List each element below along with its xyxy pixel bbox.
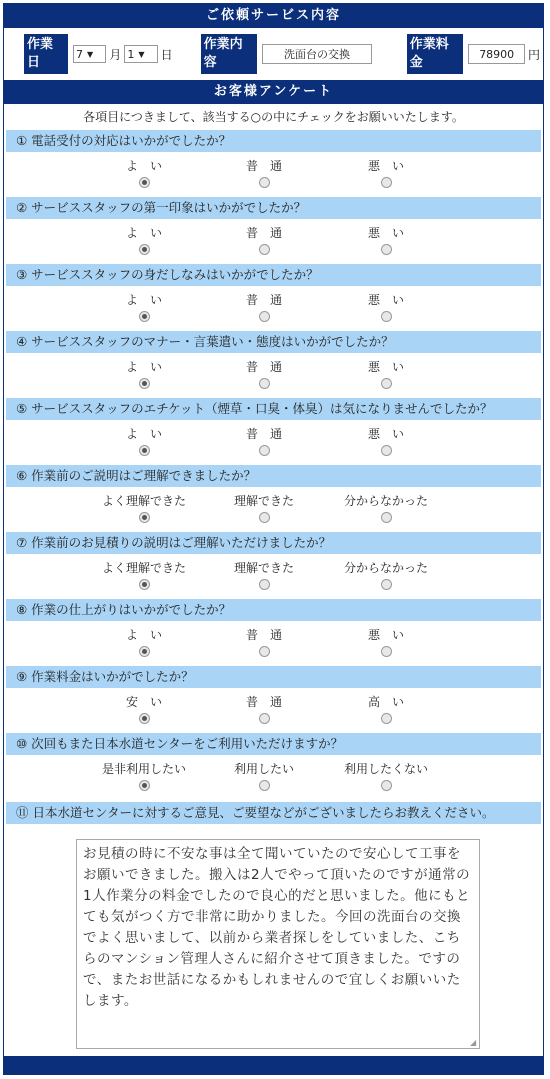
option	[84, 225, 204, 258]
question-list	[4, 130, 543, 800]
option	[84, 158, 204, 191]
option-group	[4, 152, 543, 197]
option-radio[interactable]	[139, 311, 150, 322]
month-value: 7	[76, 47, 84, 61]
option-group	[4, 353, 543, 398]
option-group	[4, 554, 543, 599]
option-label: 普 通	[245, 628, 282, 642]
day-value: 1	[127, 47, 135, 61]
option-radio[interactable]	[259, 244, 270, 255]
option-label: 悪 い	[367, 628, 404, 642]
option-label: 理解できた	[233, 561, 294, 575]
option-radio[interactable]	[259, 311, 270, 322]
option-radio[interactable]	[381, 512, 392, 523]
month-unit: 月	[109, 47, 122, 62]
option	[204, 225, 324, 258]
survey-header: お客様アンケート	[4, 80, 543, 104]
fee-unit: 円	[527, 47, 540, 62]
option-group	[4, 286, 543, 331]
option-label: 普 通	[245, 360, 282, 374]
option-label: 是非利用したい	[101, 762, 186, 776]
question-label: ⑤ サービススタッフのエチケット（煙草・口臭・体臭）は気になりませんでしたか？	[6, 398, 541, 420]
option	[204, 359, 324, 392]
option	[204, 694, 324, 727]
option-label: 利用したくない	[343, 762, 428, 776]
option-label: 高 い	[367, 695, 404, 709]
option-label: 理解できた	[233, 494, 294, 508]
chevron-down-icon: ▼	[87, 49, 94, 59]
question-label: ⑦ 作業前のお見積りの説明はご理解いただけましたか？	[6, 532, 541, 554]
option-radio[interactable]	[259, 579, 270, 590]
option	[84, 426, 204, 459]
option-radio[interactable]	[259, 445, 270, 456]
option-label: よ い	[125, 628, 162, 642]
month-select[interactable]	[73, 45, 106, 63]
fee-label: 作業料金	[407, 34, 464, 74]
option-label: よく理解できた	[101, 561, 186, 575]
option-label: 利用したい	[233, 762, 294, 776]
option	[204, 627, 324, 660]
option-radio[interactable]	[381, 579, 392, 590]
option-radio[interactable]	[139, 780, 150, 791]
option-radio[interactable]	[139, 713, 150, 724]
option-label: 悪 い	[367, 427, 404, 441]
footer-bar	[4, 1056, 543, 1074]
work-content-field[interactable]: 洗面台の交換	[262, 44, 371, 64]
option-radio[interactable]	[139, 512, 150, 523]
option	[204, 761, 324, 794]
comment-text: お見積の時に不安な事は全て聞いていたので安心して工事をお願いできました。搬入は2人でやって頂いたのですが通常の1人作業分の料金でしたので良心的だと思いました。他にもとても気がつく方で非常に助かりました。今回の洗面台の交換でよく思いまして、以前から業者探しをしていました、こちらのマンション管理人さんに紹介させて頂きました。ですので、またお世話になるかもしれませんので宜しくお願いいたします。	[83, 846, 471, 1009]
option-radio[interactable]	[259, 512, 270, 523]
option-group	[4, 219, 543, 264]
option-group	[4, 621, 543, 666]
option	[84, 761, 204, 794]
option-radio[interactable]	[139, 378, 150, 389]
option-radio[interactable]	[259, 646, 270, 657]
option-radio[interactable]	[259, 177, 270, 188]
option-radio[interactable]	[139, 177, 150, 188]
option	[326, 493, 446, 526]
fee-field[interactable]: 78900	[468, 44, 525, 64]
comment-textarea[interactable]	[76, 839, 480, 1049]
option-radio[interactable]	[381, 378, 392, 389]
option-label: 悪 い	[367, 293, 404, 307]
question-label: ④ サービススタッフのマナー・言葉遣い・態度はいかがでしたか？	[6, 331, 541, 353]
question-label: ③ サービススタッフの身だしなみはいかがでしたか？	[6, 264, 541, 286]
option	[326, 694, 446, 727]
option-label: 普 通	[245, 159, 282, 173]
option-group	[4, 688, 543, 733]
question-label: ⑧ 作業の仕上がりはいかがでしたか？	[6, 599, 541, 621]
option	[326, 225, 446, 258]
question-label: ⑩ 次回もまた日本水道センターをご利用いただけますか？	[6, 733, 541, 755]
option	[326, 292, 446, 325]
work-label: 作業内容	[201, 34, 258, 74]
option-radio[interactable]	[381, 244, 392, 255]
option	[84, 694, 204, 727]
day-select[interactable]	[124, 45, 157, 63]
question-label: ⑨ 作業料金はいかがでしたか？	[6, 666, 541, 688]
option-label: 普 通	[245, 226, 282, 240]
option-label: 安 い	[125, 695, 162, 709]
question-label: ⑥ 作業前のご説明はご理解できましたか？	[6, 465, 541, 487]
option-radio[interactable]	[381, 713, 392, 724]
option	[204, 426, 324, 459]
option-group	[4, 487, 543, 532]
option-label: よ い	[125, 226, 162, 240]
option-radio[interactable]	[259, 713, 270, 724]
option-radio[interactable]	[381, 780, 392, 791]
option-label: よ い	[125, 360, 162, 374]
option-radio[interactable]	[259, 780, 270, 791]
option-label: 普 通	[245, 695, 282, 709]
option	[204, 292, 324, 325]
option-label: よく理解できた	[101, 494, 186, 508]
service-row	[4, 28, 543, 80]
option-label: 悪 い	[367, 159, 404, 173]
option	[84, 359, 204, 392]
option-radio[interactable]	[381, 177, 392, 188]
chevron-down-icon: ▼	[138, 49, 145, 59]
survey-form	[3, 3, 544, 1075]
option-group	[4, 420, 543, 465]
option-radio[interactable]	[381, 646, 392, 657]
option-label: 悪 い	[367, 226, 404, 240]
option	[326, 158, 446, 191]
option	[326, 560, 446, 593]
option-radio[interactable]	[139, 579, 150, 590]
option	[84, 627, 204, 660]
option	[84, 292, 204, 325]
question-label: ① 電話受付の対応はいかがでしたか？	[6, 130, 541, 152]
option	[204, 493, 324, 526]
option-radio[interactable]	[381, 311, 392, 322]
option-radio[interactable]	[139, 646, 150, 657]
option	[326, 627, 446, 660]
option-label: よ い	[125, 159, 162, 173]
option-label: 悪 い	[367, 360, 404, 374]
date-label: 作業日	[24, 34, 68, 74]
option-radio[interactable]	[139, 445, 150, 456]
option-label: 普 通	[245, 427, 282, 441]
option	[326, 426, 446, 459]
option	[204, 158, 324, 191]
option	[326, 359, 446, 392]
question-11-label: ⑪ 日本水道センターに対するご意見、ご要望などがございましたらお教えください。	[6, 802, 541, 824]
option-label: 分からなかった	[343, 561, 428, 575]
option-label: 分からなかった	[343, 494, 428, 508]
option	[204, 560, 324, 593]
option-label: よ い	[125, 293, 162, 307]
option-label: よ い	[125, 427, 162, 441]
option	[326, 761, 446, 794]
option-radio[interactable]	[139, 244, 150, 255]
question-label: ② サービススタッフの第一印象はいかがでしたか？	[6, 197, 541, 219]
option-group	[4, 755, 543, 800]
resize-grip-icon[interactable]: ◢	[470, 1038, 477, 1047]
option-radio[interactable]	[259, 378, 270, 389]
option-radio[interactable]	[381, 445, 392, 456]
option	[84, 560, 204, 593]
option	[84, 493, 204, 526]
day-unit: 日	[160, 47, 173, 62]
survey-intro: 各項目につきまして、該当する○の中にチェックをお願いいたします。	[83, 110, 464, 124]
service-header: ご依頼サービス内容	[4, 4, 543, 28]
option-label: 普 通	[245, 293, 282, 307]
